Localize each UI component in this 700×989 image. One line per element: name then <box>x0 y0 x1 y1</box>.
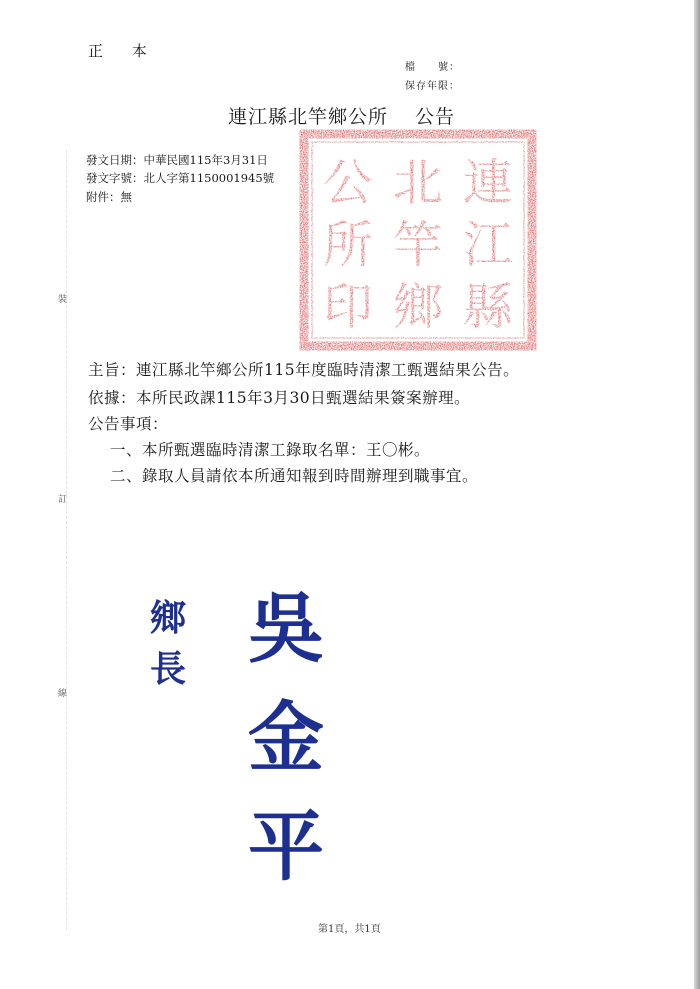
document-title: 連江縣北竿鄉公所 公告 <box>228 106 456 128</box>
seal-character: 連 <box>463 154 513 212</box>
notice-header: 公告事項： <box>88 415 169 433</box>
seal-character: 鄉 <box>393 278 443 336</box>
seal-character: 公 <box>323 154 373 212</box>
official-seal-icon <box>298 128 538 353</box>
retention-label: 保存年限： <box>405 81 460 92</box>
seal-character: 江 <box>463 216 513 274</box>
basis: 依據：本所民政課115年3月30日甄選結果簽案辦理。 <box>88 389 471 407</box>
subject: 主旨：連江縣北竿鄉公所115年度臨時清潔工甄選結果公告。 <box>88 361 520 379</box>
binding-line <box>66 150 67 930</box>
seal-character: 所 <box>323 216 373 274</box>
signature-title: 鄉長 <box>150 597 189 690</box>
seal-character: 印 <box>323 278 373 336</box>
binding-mark: 線 <box>58 689 68 699</box>
binding-mark: 裝 <box>58 295 68 305</box>
page-footer: 第1頁，共1頁 <box>318 924 381 935</box>
notice-item: 二、錄取人員請依本所通知報到時間辦理到職事宜。 <box>110 467 479 485</box>
seal-character: 北 <box>393 154 443 212</box>
seal-character: 竿 <box>393 216 443 274</box>
document-number: 發文字號：北人字第1150001945號 <box>86 171 275 185</box>
binding-mark: 訂 <box>58 495 68 505</box>
signature-name: 吳金平 <box>248 584 334 891</box>
scan-edge <box>694 0 700 989</box>
seal-character: 縣 <box>463 278 513 336</box>
notice-item: 一、本所甄選臨時清潔工錄取名單：王〇彬。 <box>110 441 431 459</box>
copy-label: 正 本 <box>88 42 159 60</box>
attachment: 附件：無 <box>86 190 132 204</box>
file-number-label: 檔 號： <box>405 62 460 73</box>
issue-date: 發文日期：中華民國115年3月31日 <box>86 153 268 167</box>
